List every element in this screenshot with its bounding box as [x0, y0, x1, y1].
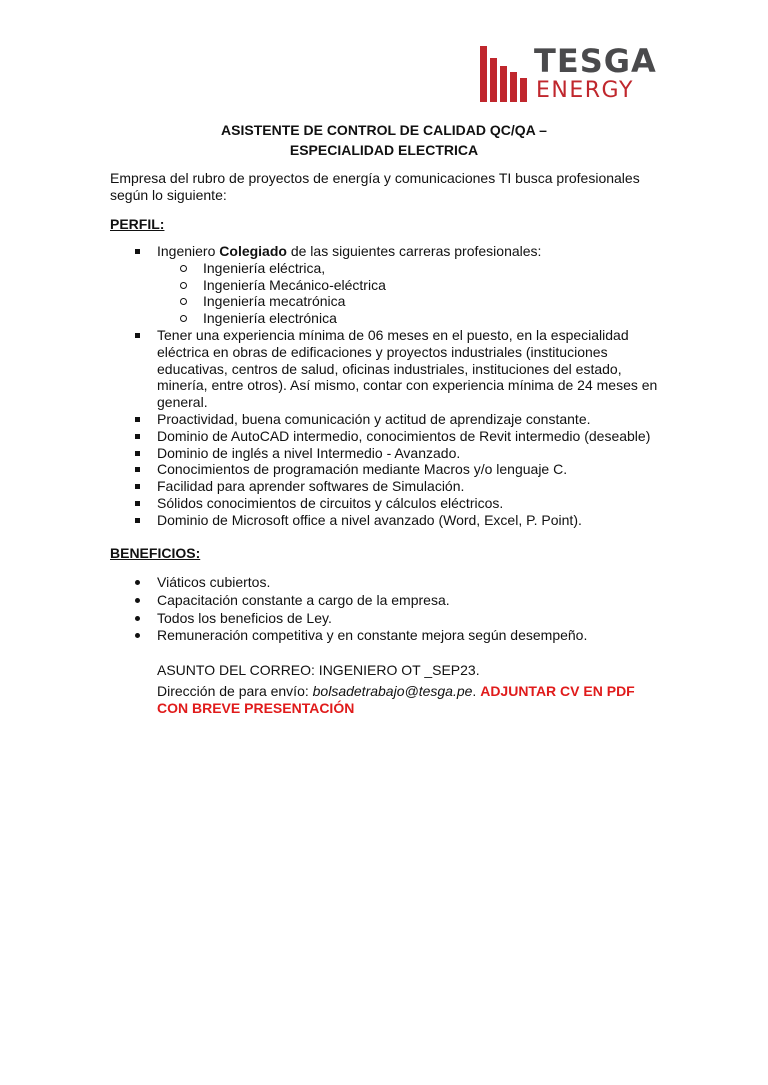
company-logo	[480, 44, 670, 104]
list-item: Capacitación constante a cargo de la empresa.	[110, 592, 670, 609]
list-item: Ingeniería Mecánico-eléctrica	[157, 277, 670, 294]
logo-bars-icon	[480, 44, 532, 102]
careers-list	[157, 260, 670, 327]
first-item-bold: Colegiado	[219, 243, 287, 259]
intro-paragraph: Empresa del rubro de proyectos de energía y comunicaciones TI busca profesionales según lo siguiente:	[110, 170, 640, 203]
address-separator: .	[472, 683, 481, 699]
job-title-line-2: ESPECIALIDAD ELECTRICA	[289, 142, 479, 158]
list-item: Proactividad, buena comunicación y actitud de aprendizaje constante.	[110, 411, 670, 428]
list-item: Remuneración competitiva y en constante mejora según desempeño.	[110, 627, 670, 644]
list-item: Dominio de inglés a nivel Intermedio - Avanzado.	[110, 445, 670, 462]
contact-block	[157, 662, 667, 717]
job-title	[110, 120, 658, 160]
list-item: Conocimientos de programación mediante Macros y/o lenguaje C.	[110, 461, 670, 478]
first-item-after: de las siguientes carreras profesionales:	[286, 243, 542, 259]
list-item: Todos los beneficios de Ley.	[110, 610, 670, 627]
list-item: Dominio de AutoCAD intermedio, conocimientos de Revit intermedio (deseable)	[110, 428, 670, 445]
list-item: Sólidos conocimientos de circuitos y cálculos eléctricos.	[110, 495, 670, 512]
perfil-list	[110, 243, 670, 529]
list-item: Dominio de Microsoft office a nivel avanzado (Word, Excel, P. Point).	[110, 512, 670, 529]
email-subject: ASUNTO DEL CORREO: INGENIERO OT _SEP23.	[157, 662, 480, 678]
job-title-line-1: ASISTENTE DE CONTROL DE CALIDAD QC/QA –	[221, 122, 547, 138]
send-address-line	[157, 683, 667, 717]
list-item: Tener una experiencia mínima de 06 meses en el puesto, en la especialidad eléctrica en obras de edificaciones y proyectos industriales (instituciones educativas, centros de salud, oficinas industriales, instituciones del estado, minería, entre otros). Así mismo, contar con experiencia mínima de 24 meses en general.	[110, 327, 670, 411]
list-item: Viáticos cubiertos.	[110, 574, 670, 591]
list-item: Facilidad para aprender softwares de Simulación.	[110, 478, 670, 495]
email-address[interactable]: bolsadetrabajo@tesga.pe	[312, 683, 473, 699]
address-label: Dirección de para envío:	[157, 683, 313, 699]
list-item: Ingeniería electrónica	[157, 310, 670, 327]
first-item-before: Ingeniero	[157, 243, 220, 259]
list-item: Ingeniería eléctrica,	[157, 260, 670, 277]
attach-cv-instruction: ADJUNTAR CV EN PDF CON BREVE PRESENTACIÓN	[157, 683, 635, 716]
list-item: Ingeniería mecatrónica	[157, 293, 670, 310]
list-item	[110, 243, 670, 327]
logo-subname: ENERGY	[536, 78, 634, 103]
beneficios-heading: BENEFICIOS:	[110, 545, 201, 561]
logo-name: TESGA	[534, 42, 657, 80]
beneficios-list	[110, 574, 670, 644]
perfil-heading: PERFIL:	[110, 216, 165, 232]
